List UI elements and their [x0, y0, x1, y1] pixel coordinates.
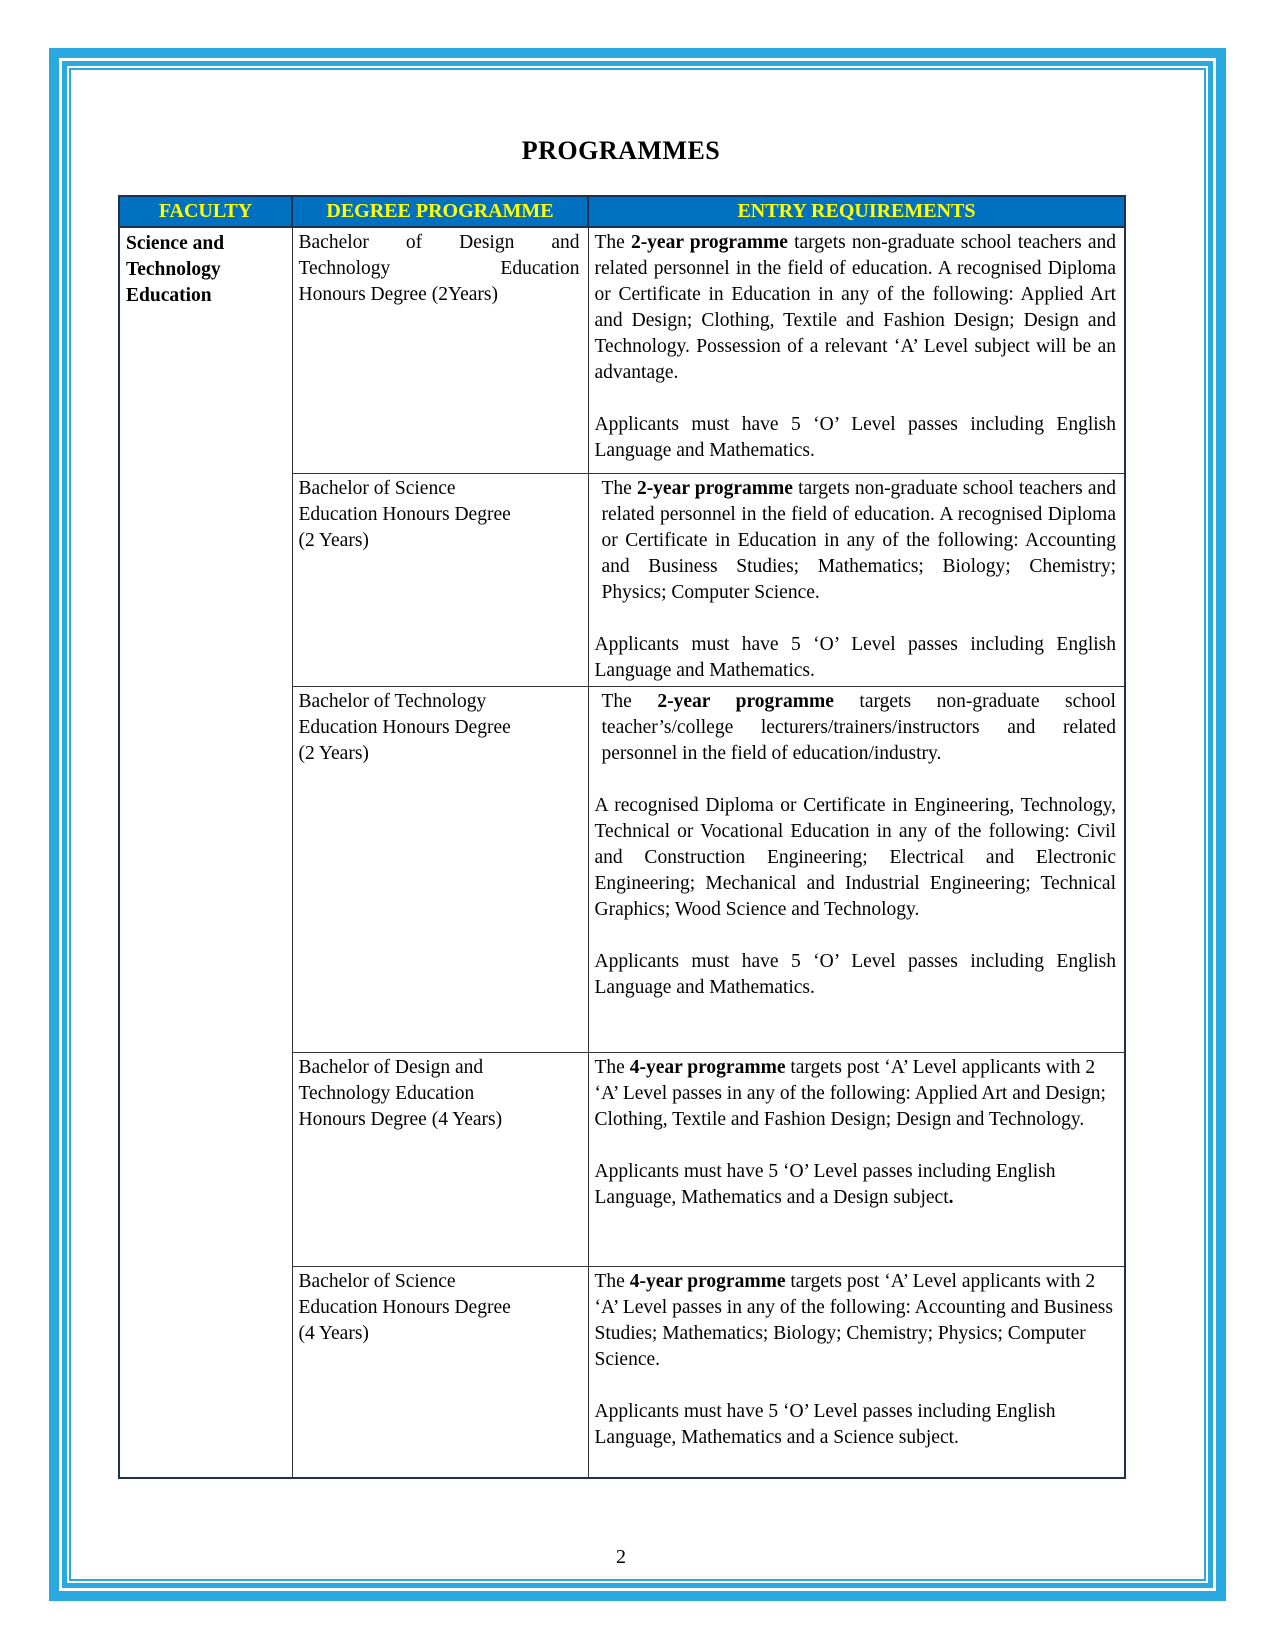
requirements-paragraph	[595, 632, 1117, 684]
programme-line: (2 Years)	[298, 529, 369, 551]
programme-line: Technology Education	[298, 1082, 475, 1104]
requirements-paragraph	[595, 689, 1117, 767]
text-segment: A recognised Diploma or Certificate in Engineering, Technology, Technical or Vocational Education in any of the following: Civil and Construction Engineering; Electrical and Electronic Engineering; Mechanical and Industrial Engineering; Technical Graphics; Wood Science and Technology.	[594, 794, 1116, 920]
header-cell-degree-programme: DEGREE PROGRAMME	[292, 196, 588, 227]
text-segment: targets non-graduate school teachers and related personnel in the field of education. A recognised Diploma or Certificate in Education in any of the following: Accounting and Business Studies; Mathematics; Biology; Chemistry; Physics; Computer Science.	[601, 477, 1116, 603]
degree-programme-cell	[292, 1052, 588, 1266]
programme-line: Education Honours Degree	[298, 503, 511, 525]
programme-line: Bachelor of Design and	[298, 1056, 484, 1078]
header-cell-faculty: FACULTY	[119, 196, 292, 227]
text-segment: The	[594, 232, 631, 253]
programme-line: Bachelor of Science	[298, 477, 456, 499]
requirements-paragraph	[595, 1055, 1117, 1133]
entry-requirements-cell	[588, 227, 1125, 473]
bold-text-segment: 2-year programme	[636, 477, 793, 499]
text-segment: The	[601, 690, 658, 712]
text-segment: Applicants must have 5 ‘O’ Level passes including English Language and Mathematics.	[594, 633, 1116, 681]
degree-programme-cell	[292, 686, 588, 1052]
faculty-cell: Science and Technology Education	[119, 227, 292, 1478]
page-title: PROGRAMMES	[521, 136, 721, 165]
entry-requirements-cell	[588, 1052, 1125, 1266]
text-segment: targets non-graduate school teachers and related personnel in the field of education. A recognised Diploma or Certificate in Education in any of the following: Applied Art and Design; Clothing, Textile and Fashion Design; Design and Technology. Possession of a relevant ‘A’ Level subject will be an advantage.	[594, 232, 1116, 383]
bold-text-segment: 2-year programme	[657, 690, 834, 712]
entry-requirements-cell	[588, 473, 1125, 686]
programmes-table-wrap	[118, 195, 1126, 1479]
bold-text-segment: 4-year programme	[629, 1270, 786, 1292]
bold-text-segment: .	[948, 1186, 954, 1208]
degree-programme-cell	[292, 227, 588, 473]
table-header-row	[119, 196, 1125, 227]
programme-line: (4 Years)	[298, 1322, 369, 1344]
programme-line: Bachelor of Design and	[298, 232, 580, 253]
text-segment: Applicants must have 5 ‘O’ Level passes including English Language and Mathematics.	[594, 414, 1116, 461]
table-body	[119, 227, 1125, 1478]
requirements-paragraph	[595, 1399, 1117, 1451]
programmes-table	[118, 195, 1126, 1479]
programme-line: Education Honours Degree	[298, 716, 511, 738]
programme-line: Bachelor of Science	[298, 1270, 456, 1292]
text-segment: Applicants must have 5 ‘O’ Level passes including English Language, Mathematics and a Design subject	[594, 1160, 1056, 1208]
requirements-paragraph	[595, 949, 1117, 1001]
entry-requirements-cell	[588, 1266, 1125, 1478]
programme-line: Technology Education	[298, 258, 580, 279]
text-segment: targets post ‘A’ Level applicants with 2 ‘A’ Level passes in any of the following: Applied Art and Design; Clothing, Textile and Fashion Design; Design and Technology.	[594, 1056, 1106, 1130]
header-cell-entry-requirements: ENTRY REQUIREMENTS	[588, 196, 1125, 227]
programme-line: (2 Years)	[298, 742, 369, 764]
degree-programme-cell	[292, 1266, 588, 1478]
text-segment: The	[594, 1270, 630, 1292]
text-segment: The	[594, 1056, 630, 1078]
programme-line: Education Honours Degree	[298, 1296, 511, 1318]
programme-line: Honours Degree (4 Years)	[298, 1108, 503, 1130]
page-number: 2	[616, 1546, 626, 1568]
degree-programme-cell	[292, 473, 588, 686]
text-segment: targets post ‘A’ Level applicants with 2 ‘A’ Level passes in any of the following: Accounting and Business Studies; Mathematics; Biology; Chemistry; Physics; Computer Science.	[594, 1270, 1113, 1370]
text-segment: Applicants must have 5 ‘O’ Level passes including English Language and Mathematics.	[594, 950, 1116, 998]
entry-requirements-cell	[588, 686, 1125, 1052]
text-segment: The	[601, 477, 637, 499]
text-segment: targets non-graduate school teacher’s/college lecturers/trainers/instructors and related personnel in the field of education/industry.	[601, 690, 1116, 764]
requirements-paragraph	[595, 476, 1117, 606]
requirements-paragraph	[595, 230, 1117, 386]
requirements-paragraph	[595, 1159, 1117, 1211]
bold-text-segment: 4-year programme	[629, 1056, 786, 1078]
requirements-paragraph	[595, 412, 1117, 464]
bold-text-segment: 2-year programme	[630, 232, 788, 253]
requirements-paragraph	[595, 1269, 1117, 1373]
programme-line: Honours Degree (2Years)	[298, 284, 498, 305]
programme-line: Bachelor of Technology	[298, 690, 487, 712]
text-segment: Applicants must have 5 ‘O’ Level passes including English Language, Mathematics and a Science subject.	[594, 1400, 1056, 1448]
requirements-paragraph	[595, 793, 1117, 923]
table-row	[119, 227, 1125, 473]
